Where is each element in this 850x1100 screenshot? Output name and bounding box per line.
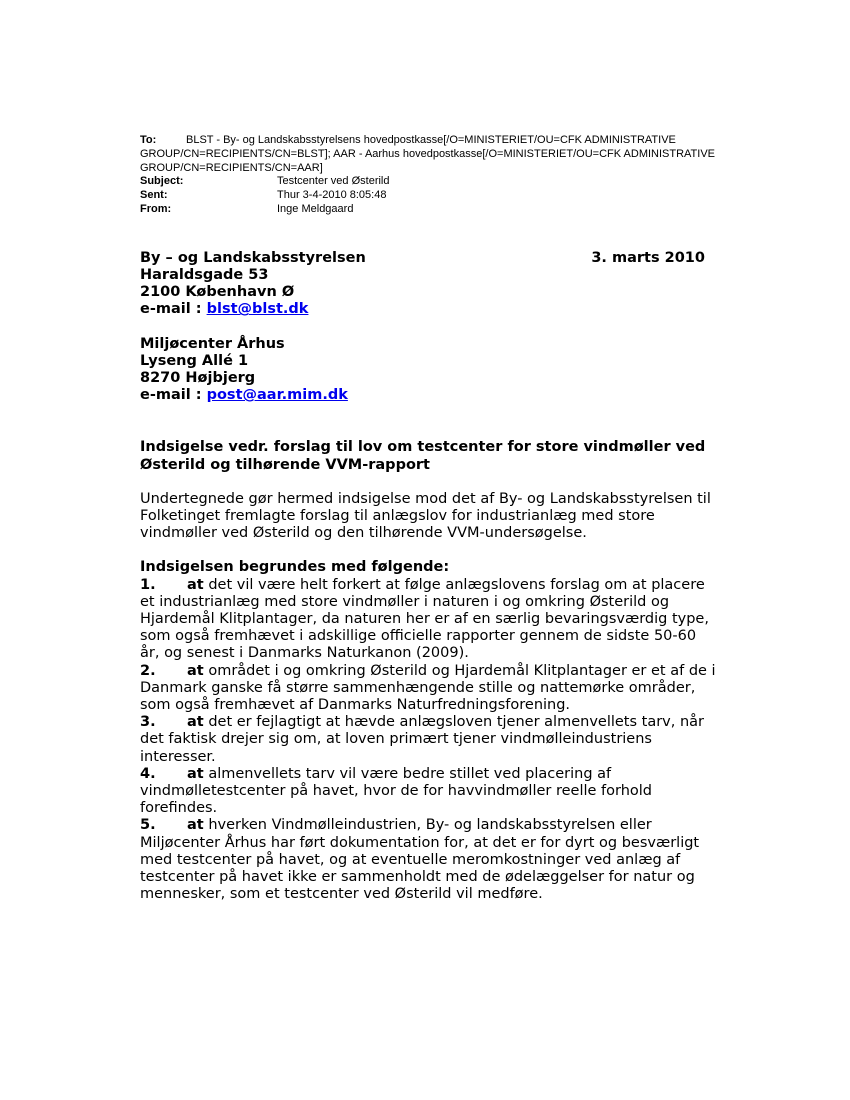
reason-item-3 <box>140 714 720 766</box>
recipient2-email-label: e-mail : <box>140 387 207 404</box>
reason-item-2 <box>140 663 720 715</box>
recipient1-name: By – og Landskabsstyrelsen <box>140 249 366 266</box>
sent-line <box>140 189 720 203</box>
reason-text: det vil være helt forkert at følge anlægslovens forslag om at placere et industrianlæg med store vindmøller i naturen i og omkring Østerild og Hjardemål Klitplantager, da naturen her er af en særlig bevaringsværdig type, som også fremhævet i adskillige officielle rapporter gennem de sidste 50-60 år, og senest i Danmarks Naturkanon (2009). <box>140 576 709 662</box>
recipient2-name: Miljøcenter Århus <box>140 335 285 352</box>
letter-subject: Indsigelse vedr. forslag til lov om testcenter for store vindmøller ved Østerild og tilhørende VVM-rapport <box>140 439 706 473</box>
reason-text: det er fejlagtigt at hævde anlægsloven tjener almenvellets tarv, når det faktisk drejer sig om, at loven primært tjener vindmølleindustriens interesser. <box>140 714 705 765</box>
reasons-heading: Indsigelsen begrundes med følgende: <box>140 559 450 576</box>
reason-number: 5. <box>140 817 156 834</box>
recipient2-city: 8270 Højbjerg <box>140 370 256 386</box>
reasons-list <box>140 577 720 904</box>
reason-item-4 <box>140 766 720 818</box>
reason-at: at <box>187 765 204 782</box>
sent-value: Thur 3-4-2010 8:05:48 <box>277 189 387 202</box>
reason-number: 3. <box>140 714 156 731</box>
reason-at: at <box>187 576 204 593</box>
recipient2-email-line <box>140 387 720 404</box>
subject-line <box>140 175 720 189</box>
reason-number: 1. <box>140 576 156 593</box>
to-value: BLST - By- og Landskabsstyrelsens hovedpostkasse[/O=MINISTERIET/OU=CFK ADMINISTRATIVE GROUP/CN=RECIPIENTS/CN=BLST]; AAR - Aarhus hovedpostkasse[/O=MINISTERIET/OU=CFK ADMINISTRATIVE GROUP/CN=RECIPIENTS/CN=AAR] <box>140 134 716 174</box>
recipient1-email-label: e-mail : <box>140 301 207 318</box>
recipient1-email-line <box>140 301 720 318</box>
to-label: To: <box>140 134 157 146</box>
intro-paragraph: Undertegnede gør hermed indsigelse mod det af By- og Landskabsstyrelsen til Folketinget fremlagte forslag til anlægslov for industrianlæg med store vindmøller ved Østerild og den tilhørende VVM-undersøgelse. <box>140 490 711 542</box>
recipient2-street: Lyseng Allé 1 <box>140 352 249 369</box>
reason-text: almenvellets tarv vil være bedre stillet ved placering af vindmølletestcenter på havet, hvor de for havvindmøller reelle forhold forefindes. <box>140 765 653 817</box>
reason-at: at <box>187 662 204 679</box>
recipient-address-1 <box>140 250 720 319</box>
subject-label: Subject: <box>140 175 184 188</box>
recipient1-city: 2100 København Ø <box>140 284 295 301</box>
sent-label: Sent: <box>140 189 168 202</box>
to-line <box>140 134 720 175</box>
reason-number: 4. <box>140 765 156 782</box>
reason-at: at <box>187 714 204 731</box>
from-label: From: <box>140 202 172 215</box>
reason-at: at <box>187 817 204 834</box>
letter-body <box>140 250 720 904</box>
reason-item-5 <box>140 817 720 903</box>
recipient1-street: Haraldsgade 53 <box>140 266 269 283</box>
reason-number: 2. <box>140 662 156 679</box>
email-header <box>140 134 720 217</box>
letter-date: 3. marts 2010 <box>591 249 705 266</box>
recipient2-email-link[interactable]: post@aar.mim.dk <box>206 387 348 404</box>
reason-text: området i og omkring Østerild og Hjardemål Klitplantager er et af de i Danmark ganske få større sammenhængende stille og nattemørke områder, som også fremhævet af Danmarks Naturfredningsforening. <box>140 662 716 714</box>
document-page <box>140 134 720 903</box>
from-value: Inge Meldgaard <box>277 202 354 215</box>
from-line <box>140 203 720 217</box>
reason-text: hverken Vindmølleindustrien, By- og landskabsstyrelsen eller Miljøcenter Århus har ført dokumentation for, at det er for dyrt og besværligt med testcenter på havet, og at eventuelle meromkostninger ved anlæg af testcenter på havet ikke er sammenholdt med de ødelæggelser for natur og mennesker, som et testcenter ved Østerild vil medføre. <box>140 817 700 903</box>
recipient-address-2 <box>140 336 720 405</box>
recipient1-email-link[interactable]: blst@blst.dk <box>206 301 309 318</box>
reason-item-1 <box>140 577 720 663</box>
subject-value: Testcenter ved Østerild <box>277 175 390 188</box>
